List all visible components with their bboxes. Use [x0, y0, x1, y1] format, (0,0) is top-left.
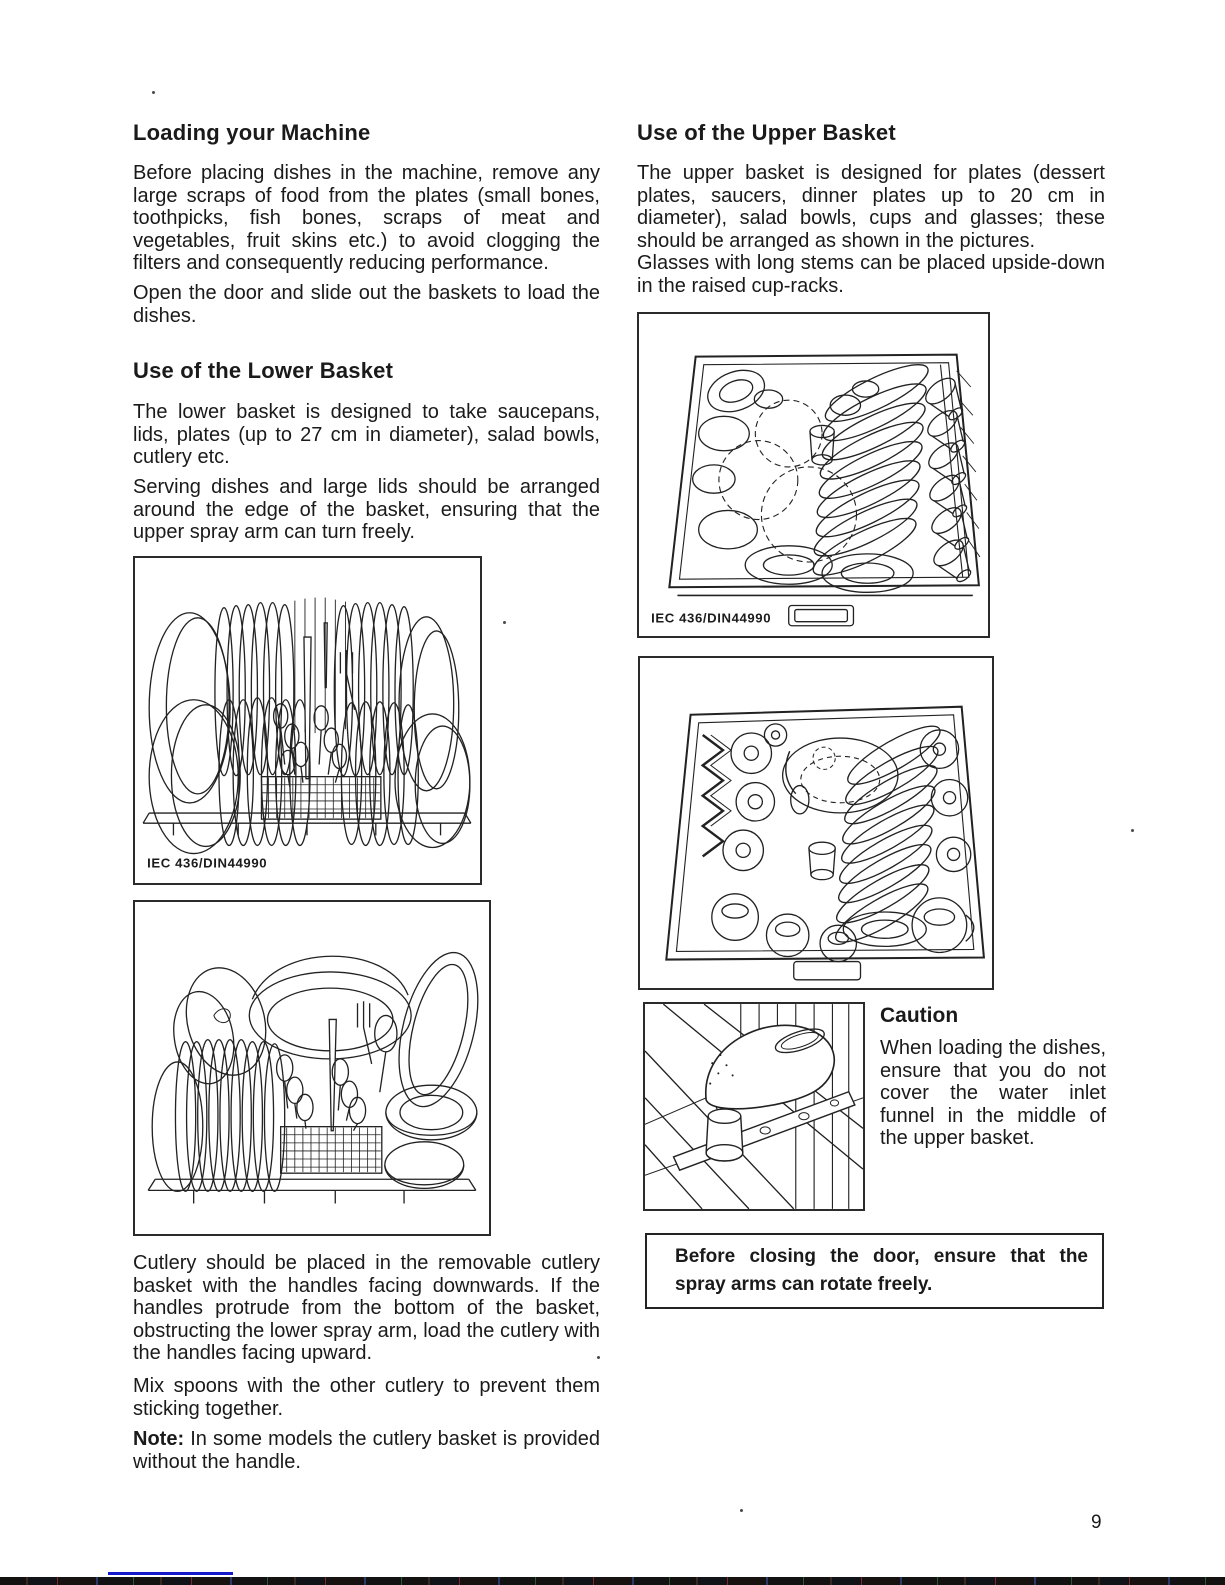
notice-box — [645, 1233, 1104, 1309]
caution-text: When loading the dishes, ensure that you do not cover the water inlet funnel in the middle of the upper basket. — [880, 1037, 1106, 1149]
lower-basket-plates-drawing — [135, 558, 480, 883]
scan-blue-line — [108, 1572, 233, 1575]
figure-water-inlet-closeup — [643, 1002, 865, 1211]
paragraph-lower-1: The lower basket is designed to take saucepans, lids, plates (up to 27 cm in diameter), salad bowls, cutlery etc. — [133, 401, 600, 468]
figure1-caption: IEC 436/DIN44990 — [147, 855, 268, 871]
heading-upper-basket: Use of the Upper Basket — [637, 120, 896, 145]
figure-lower-basket-pots — [133, 900, 491, 1236]
upper-basket-iec-drawing — [639, 314, 988, 636]
scan-speck — [740, 1509, 743, 1512]
scan-speck — [152, 91, 155, 94]
paragraph-loading-2: Open the door and slide out the baskets to load the dishes. — [133, 282, 600, 327]
lower-basket-pots-drawing — [135, 902, 489, 1234]
paragraph-loading-1: Before placing dishes in the machine, remove any large scraps of food from the plates (small bones, toothpicks, fish bones, scraps of meat and vegetables, fruit skins etc.) to avoid clogging the filters and consequently reducing performance. — [133, 162, 600, 274]
figure-upper-basket-2 — [638, 656, 994, 990]
paragraph-upper: The upper basket is designed for plates (dessert plates, saucers, dinner plates up to 20 cm in diameter), salad bowls, cups and glasses; these should be arranged as shown in the pictures. Glasses with long stems can be placed upside-down in the raised cup-racks. — [637, 162, 1105, 297]
caution-block — [880, 1004, 1106, 1150]
note-label: Note: — [133, 1428, 185, 1450]
figure-upper-basket-iec — [637, 312, 990, 638]
scan-speck — [597, 1356, 600, 1359]
water-inlet-drawing — [645, 1004, 863, 1209]
page-number: 9 — [1091, 1512, 1102, 1533]
figure3-caption: IEC 436/DIN44990 — [651, 610, 772, 626]
upper-basket-2-drawing — [640, 658, 992, 988]
scan-speck — [503, 621, 506, 624]
scan-edge-strip — [0, 1577, 1225, 1585]
scan-speck — [1131, 829, 1134, 832]
paragraph-cutlery: Cutlery should be placed in the removable cutlery basket with the handles facing downwards. If the handles protrude from the bottom of the basket, obstructing the lower spray arm, load the cutlery with the handles facing upward. — [133, 1252, 600, 1364]
paragraph-lower-2: Serving dishes and large lids should be arranged around the edge of the basket, ensuring that the upper spray arm can turn freely. — [133, 476, 600, 543]
paragraph-mix-spoons: Mix spoons with the other cutlery to prevent them sticking together. — [133, 1375, 600, 1420]
heading-lower-basket: Use of the Lower Basket — [133, 358, 394, 383]
heading-loading-your-machine: Loading your Machine — [133, 120, 371, 145]
notice-text: Before closing the door, ensure that the spray arms can rotate freely. — [675, 1246, 1088, 1295]
caution-heading: Caution — [880, 1004, 959, 1027]
paragraph-note — [133, 1428, 600, 1473]
figure-lower-basket-plates — [133, 556, 482, 885]
note-text: In some models the cutlery basket is provided without the handle. — [133, 1428, 600, 1473]
